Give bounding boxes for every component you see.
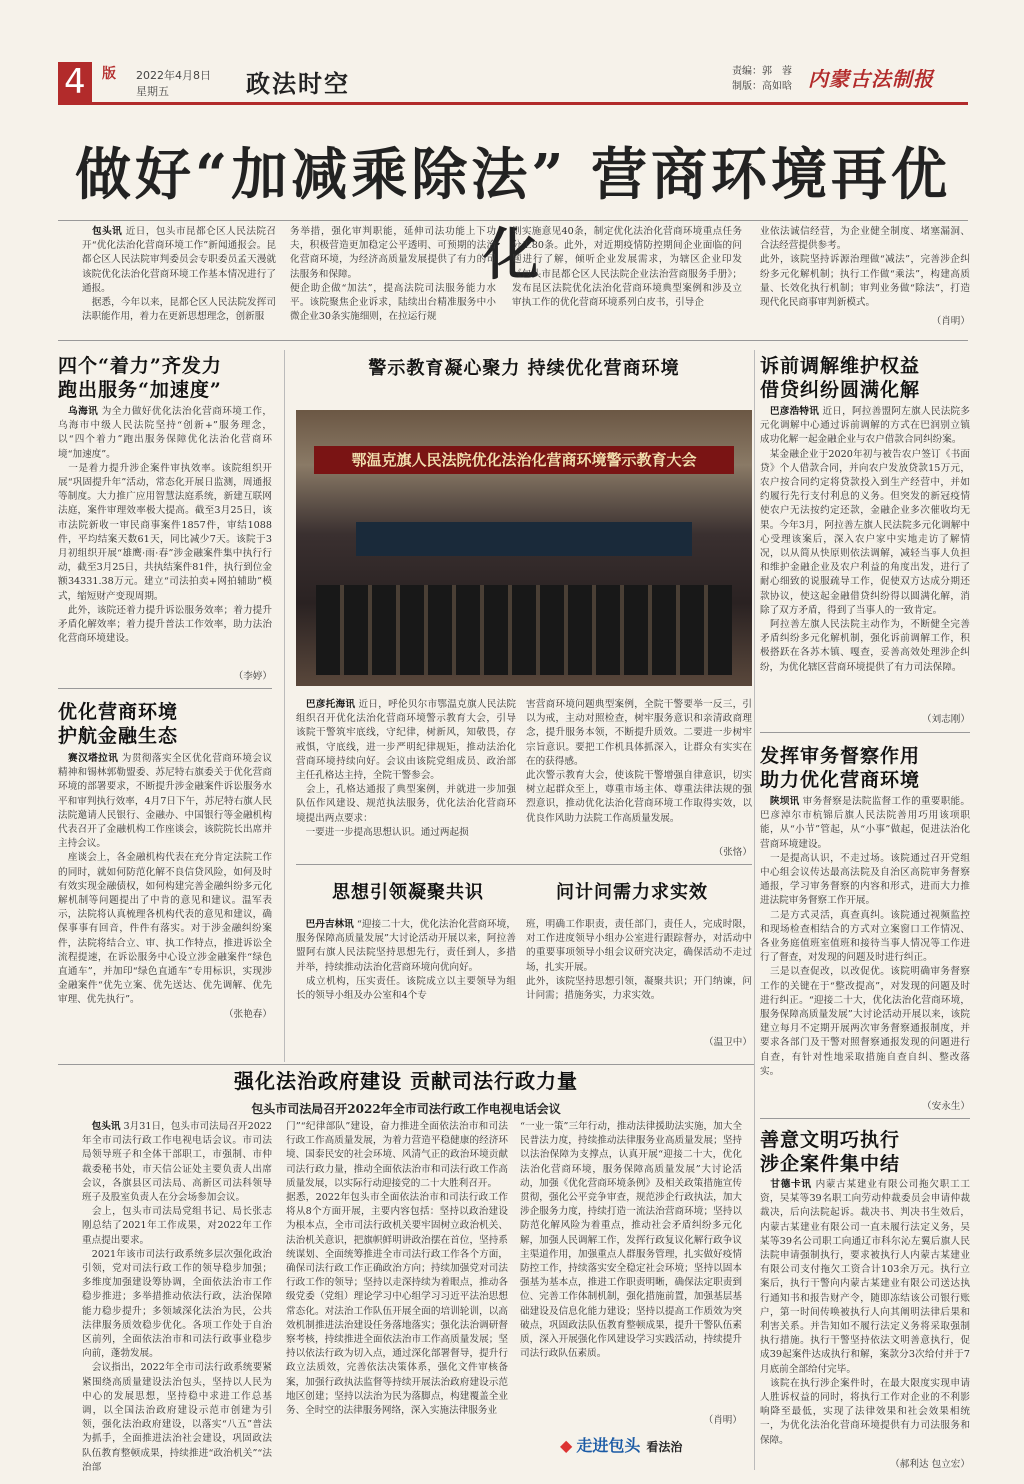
producer-name: 制版：高如晗 (732, 81, 792, 92)
story-center2-col2: 班，明确工作职责，责任部门，责任人，完成时限，对工作进度领导小组办公室进行跟踪督办，对活动中的重要事项领导小组会议研究决定，确保活动不走过场，扎实开展。 此外，该院坚持思想引领，凝聚共识；开门纳谏，问计问需；措施务实，力求实效。 (526, 919, 752, 1002)
para-text: 三是以查促改，以改促优。该院明确审务督察工作的关键在于“整改提高”，对发现的问题及时进行纠正。“迎接二十大，优化法治化营商环境，服务保障高质量发展”大讨论活动开展以来，该院建立每月不定期开展两次审务督察通报制度，并要求各部门及干警对照督察通报发现的问题进行自查，有针对性地采取措施自查自纠、整改落实。 (760, 966, 970, 1077)
title-line: 涉企案件集中结 (760, 1153, 901, 1175)
title-line: 诉前调解维护权益 (760, 355, 921, 377)
para-text: 阿拉善左旗人民法院主动作为，不断健全完善矛盾纠纷多元化解机制，强化诉前调解工作，积极搭跃在各苏木镇、嘎查，妥善高效处理涉企纠纷，为优化辖区营商环境提供了有力司法保障。 (760, 619, 970, 673)
para-text: 近日，阿拉善盟阿左旗人民法院多元化调解中心通过诉前调解的方式在巴润别立镇成功化解一起金融企业与农户借款合同纠纷案。 (760, 406, 970, 446)
para-text: 会上，包头市司法局党组书记、局长张志刚总结了2021年工作成果，对2022年工作重点提出要求。 (82, 1206, 272, 1246)
center-story-byline: （张恪） (713, 847, 752, 858)
story-right2-body (760, 795, 970, 1097)
story-left2-title (58, 700, 278, 748)
center-story-col2: 害营商环境问题典型案例，全院干警要举一反三，引以为戒，主动对照检查，树牢服务意识和亲清政商理念，提升服务本领，不断提升质效。二要进一步树牢宗旨意识。要把工作机具体抓深入，让群众有实实在在的获得感。 此次警示教育大会，使该院干警增强自律意识，切实树立起群众至上，尊重市场主体、尊重法律法规的强烈意识，推动优化法治化营商环境工作取得实效，以优良作风助力法院工作高质量发展。 (526, 699, 752, 824)
para (296, 783, 516, 826)
para (58, 851, 272, 1007)
title-line: 借贷纠纷圆满化解 (760, 379, 921, 401)
para-text: 此外，该院还着力提升诉讼服务效率；着力提升矛盾化解效率；着力提升普法工作效率，助力法治化营商环境建设。 (58, 604, 272, 645)
para (760, 795, 970, 852)
para (58, 405, 272, 462)
para-text: 座谈会上，各金融机构代表在充分肯定法院工作的同时，就如何防范化解不良信贷风险，如何及时有效实现金融债权，如何构建完善金融纠纷多元化解机制等问题提出了中肯的意见和建议。温军表示，法院将认真梳理各机构代表的意见和建议，确保事事有回音，件件有落实。对于涉金融纠纷案件，法院将结合立、审、执工作特点，推进诉讼全流程提速，在诉讼服务中心设立涉金融案件“绿色直通车”，并加印“绿色直通车”专用标识，实现涉金融案件“优先立案、优先送达、优先调解、优先审理、优先执行”。 (58, 852, 272, 1006)
para (760, 1178, 970, 1377)
para (296, 975, 516, 1003)
title-line: 助力优化营商环境 (760, 769, 921, 791)
para-text: 近日，包头市昆都仑区人民法院召开“优化法治化营商环境工作”新闻通报会。昆都仑区人民法院审判委员会专职委员孟天漫就该院优化法治化营商环境工作基本情况进行了通报。 (82, 226, 276, 294)
column-divider (284, 350, 285, 1062)
lead-byline: （肖明） (931, 316, 970, 327)
center-story-title: 警示教育凝心聚力 持续优化营商环境 (368, 358, 680, 379)
para-text: 成立机构，压实责任。该院成立以主要领导为组长的领导小组及办公室和4个专 (296, 975, 516, 1002)
bottom-story-col1 (82, 1120, 272, 1472)
title-line: 四个“着力”齐发力 (58, 355, 222, 377)
story-center2-col1 (296, 918, 516, 1048)
badge-icon: ◆ (560, 1436, 573, 1455)
story-right2-title (760, 744, 970, 792)
badge-brand: 走进包头 (576, 1436, 641, 1455)
center-story-col1 (296, 698, 516, 856)
lead-tag: 包头讯 (91, 1121, 121, 1132)
title-left: 思想引领凝聚共识 (332, 882, 484, 903)
story-right3-byline: （郝利达 包立宏） (890, 1459, 970, 1470)
page-number: 4 (58, 62, 92, 102)
title-line: 跑出服务“加速度” (58, 379, 222, 401)
para (760, 405, 970, 448)
main-headline: 做好“加减乘除法” 营商环境再优化 (75, 142, 951, 288)
story-right1-body (760, 405, 970, 713)
para (82, 1361, 272, 1472)
title-line: 善意文明巧执行 (760, 1129, 901, 1151)
para (296, 698, 516, 783)
para (82, 1120, 272, 1205)
lead-tag: 甘德卡讯 (770, 1179, 812, 1190)
badge-sub: 看法治 (646, 1440, 683, 1454)
header-rule (58, 102, 968, 105)
para (58, 462, 272, 604)
para-text: 某金融企业于2020年初与被告农户签订《书面贷》个人借款合同，并向农户发放贷款15万元，农户按合同约定将贷款投入到生产经营中，并如约履行先行支付利息的义务。但突发的新冠疫情使农户无法按约定还款，金融企业多次催收均无果。今年3月，阿拉善左旗人民法院多元化调解中心受理该案后，深入农户家中实地走访了解情况，以从简从快原则依法调解，减轻当事人负担和维护金融企业及农户利益的角度出发，进行了耐心细致的说服疏导工作，促使双方达成分期还款协议，使这起金融借贷纠纷得以圆满化解，消除了双方矛盾，得到了当事人的一致肯定。 (760, 448, 970, 616)
story-center2-title (296, 880, 752, 906)
divider (296, 864, 752, 865)
para-text: 会议指出，2022年全市司法行政系统要紧紧围绕高质量建设法治包头，坚持以人民为中心的发展思想，坚持稳中求进工作总基调，以全国法治政府建设示范市创建为引领，强化法治政府建设，以落实“八五”普法为抓手，全面推进法治社会建设，巩固政法队伍教育整顿成果，持续推进“政治机关”“法治部 (82, 1362, 272, 1472)
divider (760, 1118, 970, 1119)
para-text: 一是着力提升涉企案件审执效率。该院组织开展“巩固提升年”活动，常态化开展日监测，周通报等制度。大力推广应用智慧法庭系统，新建互联网法庭，案件审理效率极大提高。截至3月25日，该市法院新收一审民商事案件1857件，审结1088件，平均结案天数61天，同比减少7天。该院于3月初组织开展“雄鹰·雨·春”涉金融案件集中执行行动，截至3月25日，共执结案件81件，执行到位金额34331.38万元。建立“司法拍卖+网拍辅助”模式，缩短财产变现周期。 (58, 462, 272, 602)
column-divider (754, 350, 755, 1470)
paper-logo: 内蒙古法制报 (808, 67, 934, 91)
bottom-story-col3: “一业一策”三年行动，推动法律援助法实施，加大全民普法力度，持续推动法律服务业高质量发展；坚持以法治保障为支撑点，认真开展“迎接二十大，优化法治化营商环境，服务保障高质量发展”大讨论活动，加强《优化营商环境条例》及相关政策措施宣传贯彻，强化公平竞争审查，规范涉企行政执法，加大涉企服务力度，持续打造一流法治营商环境；坚持以防范化解风险为着重点，推动社会矛盾纠纷多元化解，加强人民调解工作，发挥行政复议化解行政争议主渠道作用，加强重点人群服务管理，扎实做好疫情防控工作，持续落实安全稳定社会环境；坚持以固本强基为基本点，推进工作职责明晰，确保法定职责到位、完善工作体制机制，强化措施前置，加强基层基础建设及信息化能力建设；坚持以提高工作质效为突破点，巩固政法队伍教育整顿成果，提升干警队伍素质，深入开展强化作风建设学习实践活动，持续提升司法行政队伍素质。 (520, 1121, 742, 1360)
audience (316, 585, 732, 675)
para (760, 1377, 970, 1448)
weekday-text: 星期五 (136, 85, 169, 98)
para (760, 965, 970, 1079)
para-text: 二是方式灵活，真查真纠。该院通过视频监控和现场检查相结合的方式对立案窗口工作情况、各业务庭值班室值班和接待当事人情况等工作进行了督查，对发现的问题及时进行纠正。 (760, 909, 970, 964)
lead-story-col1 (82, 225, 276, 335)
para-text: 内蒙古某建业有限公司拖欠职工工资，吴某等39名职工向劳动仲裁委员会申请仲裁裁决，后向法院起诉。裁决书、判决书生效后，内蒙古某建业有限公司一直未履行法定义务，吴某等39名公司职工向通辽市科尔沁左翼后旗人民法院申请强制执行，要求被执行人内蒙古某建业有限公司支付拖欠工资合计103余万元。执行立案后，执行干警向内蒙古某建业有限公司送达执行通知书和报告财产令，随即冻结该公司银行账户，第一时间传唤被执行人向其阐明法律后果和利害关系。并告知如不履行法定义务将采取强制执行措施。执行干警坚持依法文明善意执行，促成39起案件达成执行和解，案款分3次给付并于7月底前全部给付完毕。 (760, 1179, 970, 1375)
para-text: 为全力做好优化法治化营商环境工作，乌海市中级人民法院坚持“创新+”服务理念，以“四个着力”跑出服务保障优化法治化营商环境“加速度”。 (58, 406, 272, 460)
para-text: 为贯彻落实全区优化营商环境会议精神和锡林郭勒盟委、苏尼特右旗委关于优化营商环境的部署要求，不断提升涉金融案件诉讼服务水平和审判执行效率，4月7日下午，苏尼特右旗人民法院邀请人民银行、金融办、中国银行等金融机构代表召开了金融机构工作座谈会，该院院长出席并主持会议。 (58, 753, 272, 850)
lead-story-col3: 则实施意见40条，制定优化法治化营商环境重点任务分工80条。此外，对近期疫情防控期间企业面临的问题进行了解，倾听企业发展需求，为辖区企业印发《包头市昆都仑区人民法院企业法治营商服务手册》；发布昆区法院优化法治化营商环境典型案例和涉及立审执工作的优化营商环境系列白皮书，引导企 (512, 226, 742, 309)
story-right1-title (760, 354, 970, 402)
para-text: 审务督察是法院监督工作的重要职能。巴彦淖尔市杭锦后旗人民法院善用巧用该项职能，从“小节”管起，从“小事”做起，促进法治化营商环境建设。 (760, 796, 970, 850)
bottom-story-col2: 门”“纪律部队”建设，奋力推进全面依法治市和司法行政工作高质量发展，为着力营造平稳健康的经济环境、国泰民安的社会环境、风清气正的政治环境贡献司法行政力量，推动全面依法治市和司法行政工作高质量发展，以实际行动迎接党的二十大胜利召开。 据悉，2022年包头市全面依法治市和司法行政工作将从8个方面开展，主要内容包括：坚持以政治建设为根本点，全市司法行政机关要牢固树立政治机关、法治机关意识，把旗帜鲜明讲政治摆在首位，坚持系统谋划、全面统筹推进全市司法行政工作各个方面，确保司法行政工作正确政治方向；持续加强党对司法行政工作的领导；坚持以走深持续为着眼点，推动各级党委（党组）理论学习中心组学习习近平法治思想常态化。对法治工作队伍开展全面的培训轮训，以高效机制推进法治建设任务落地落实；强化法治调研督察考核，持续推进全面依法治市工作高质量发展；坚持以依法行政为切入点，通过深化部署督导，提升行政立法质效，完善依法决策体系，强化文件审核备案，加强行政执法监督等持续开展法治政府建设示范地区创建；坚持以法治为民为落脚点，构建覆盖全业务、全时空的法律服务网络，深入实施法律服务业 (286, 1121, 508, 1417)
para-text: 据悉，今年以来，昆都仑区人民法院发挥司法职能作用，着力在更新思想理念，创新服 (82, 297, 276, 323)
lead-para-2 (82, 296, 276, 324)
page-label: 版 (102, 66, 116, 82)
para (760, 448, 970, 618)
lead-story-col2: 务举措，强化审判职能，延伸司法功能上下功夫，积极营造更加稳定公平透明、可预期的法治化营商环境，为经济高质量发展提供了有力的司法服务和保障。 便企助企做“加法”，提高法院司法服务能力水平。该院聚焦企业诉求，陆续出台精准服务中小微企业30条实施细则，在拉运行规 (290, 226, 496, 323)
para (296, 918, 516, 975)
story-center2-byline: （温卫中） (704, 1037, 752, 1048)
title-line: 发挥审务督察作用 (760, 745, 921, 767)
divider (58, 688, 272, 689)
bottom-story-title: 强化法治政府建设 贡献司法行政力量 (234, 1069, 578, 1093)
lead-tag: 赛汉塔拉讯 (68, 753, 119, 764)
story-left2-byline: （张艳春） (224, 1009, 272, 1020)
para (760, 909, 970, 966)
story-left1-body (58, 405, 272, 675)
story-right1-byline: （刘志刚） (922, 714, 970, 725)
divider (760, 732, 970, 733)
lead-tag: 巴丹吉林讯 (305, 919, 354, 930)
story-right3-title (760, 1128, 970, 1176)
lead-tag: 乌海讯 (68, 406, 99, 417)
section-title: 政法时空 (246, 69, 350, 98)
divider (58, 1064, 754, 1065)
story-left1-byline: （李婷） (233, 671, 272, 682)
date-text: 2022年4月8日 (136, 69, 211, 82)
lead-story-col4: 业依法诚信经营，为企业健全制度、堵塞漏洞、合法经营提供参考。 此外，该院坚持诉源治理做“减法”，完善涉企纠纷多元化解机制；执行工作做“乘法”，构建高质量、长效化执行机制；审判业务做“除法”，打造现代化民商事审判新模式。 (760, 226, 970, 309)
lead-tag: 巴彦托海讯 (305, 699, 356, 710)
para-text: 近日，呼伦贝尔市鄂温克旗人民法院组织召开优化法治化营商环境警示教育大会，引导该院干警筑牢底线，守纪律，树新风，知敬畏，存戒惧，守底线，进一步严明纪律规矩，推动法治化营商环境持续向好。会议由该院党组成员、政治部主任孔格达主持，全院干警参会。 (296, 699, 516, 782)
lead-tag: 陕坝讯 (769, 796, 800, 807)
para (58, 752, 272, 851)
meeting-photo (296, 410, 752, 686)
para (760, 618, 970, 675)
lead-tag: 巴彦浩特讯 (769, 406, 820, 417)
para (82, 1248, 272, 1362)
rostrum (356, 522, 692, 556)
para-text: 一是提高认识，不走过场。该院通过召开党组中心组会议传达最高法院及自治区高院审务督察通报，学习审务督察的内容和形式，进而大力推进法院审务督察工作开展。 (760, 852, 970, 907)
para-text: 3月31日，包头市司法局召开2022年全市司法行政工作电视电话会议。市司法局领导班子和全体干部职工，市强制、市仲裁委秘书处，市天信公证处主要负责人出席会议，各旗县区司法局、高新区司法科领导班子及股室负责人在分会场参加会议。 (82, 1121, 272, 1204)
para-text: 一要进一步提高思想认识。通过两起损 (305, 826, 469, 838)
title-right: 问计问需力求实效 (556, 882, 708, 903)
para-text: 该院在执行涉企案件时，在最大限度实现申请人胜诉权益的同时，将执行工作对企业的不利影响降至最低，实现了法律效果和社会效果相统一，为优化法治化营商环境提供有力司法服务和保障。 (760, 1377, 970, 1446)
story-right3-body (760, 1178, 970, 1458)
title-line: 护航金融生态 (58, 725, 179, 747)
para (760, 852, 970, 909)
editor-name: 责编：郭 蓉 (732, 66, 792, 77)
editor-info (732, 64, 792, 94)
para-text: “迎接二十大，优化法治化营商环境，服务保障高质量发展”大讨论活动开展以来，阿拉善盟阿右旗人民法院坚持思想先行，责任到人，多措并举，持续推动法治化营商环境向优向好。 (296, 919, 516, 973)
bottom-story-subtitle: 包头市司法局召开2022年全市司法行政工作电视电话会议 (251, 1102, 561, 1116)
lead-para-1 (82, 225, 276, 296)
story-left1-title (58, 354, 278, 402)
story-left2-body (58, 752, 272, 1008)
para (296, 826, 516, 840)
story-right2-byline: （安永生） (922, 1101, 970, 1112)
lead-tag: 包头讯 (92, 226, 123, 237)
headline-rule (58, 220, 968, 221)
footer-badge (560, 1433, 682, 1456)
para-text: 会上，孔格达通报了典型案例，并就进一步加强队伍作风建设、规范执法服务，优化法治化营商环境提出两点要求： (296, 784, 516, 824)
para (58, 604, 272, 647)
bottom-story-byline: （肖明） (703, 1415, 742, 1426)
para-text: 2021年该市司法行政系统多层次强化政治引领，党对司法行政工作的领导稳步加强；多维度加强建设筹协调，全面依法治市工作稳步推进；多举措推动依法行政，法治保障能力稳步提升；多领域深化法治为民，公共法律服务质效稳步优化。各项工作处于自治区前列，全面依法治市和司法行政事业稳步向前，蓬勃发展。 (82, 1248, 272, 1360)
issue-date (136, 68, 211, 100)
lead-rule (58, 340, 968, 341)
para (82, 1205, 272, 1248)
title-line: 优化营商环境 (58, 701, 179, 723)
photo-banner: 鄂温克旗人民法院优化法治化营商环境警示教育大会 (314, 446, 734, 474)
